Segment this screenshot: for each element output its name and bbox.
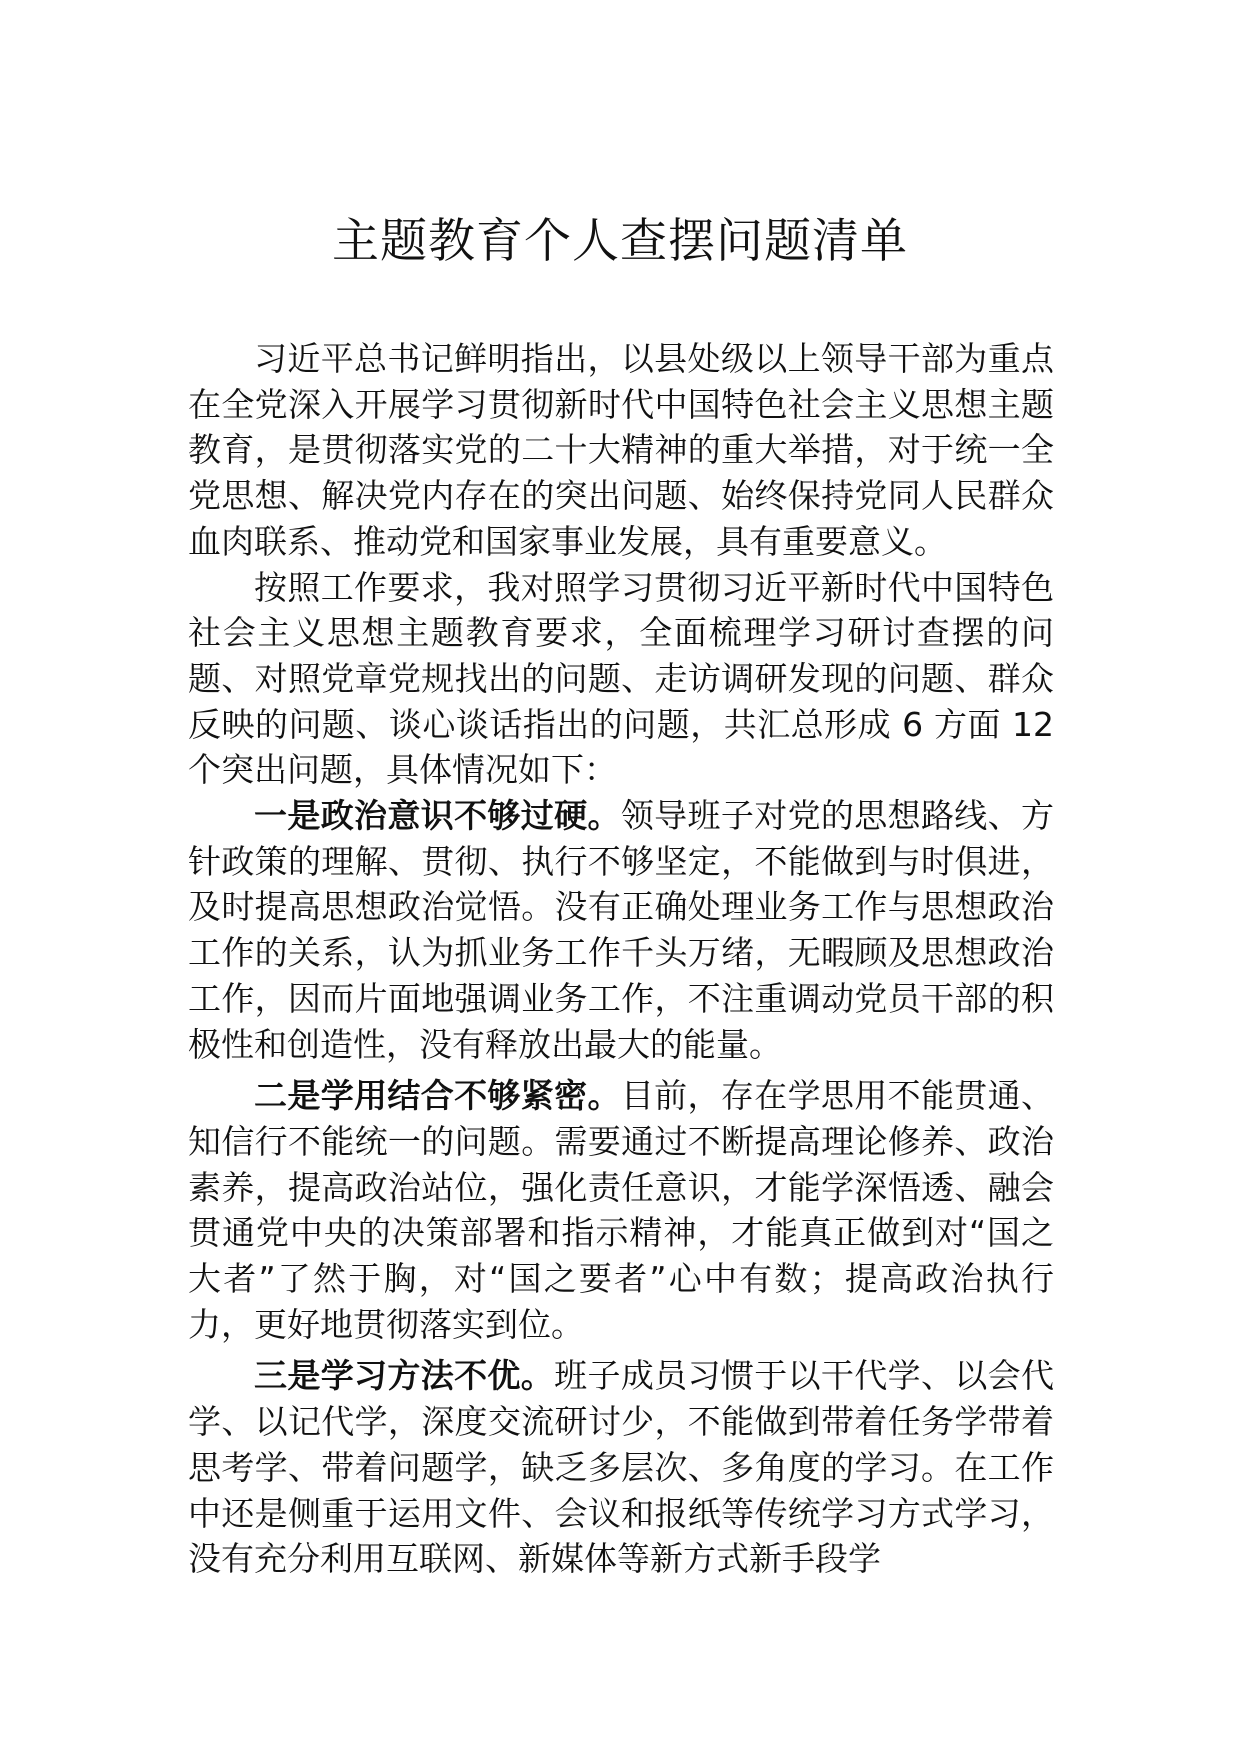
page-title: 主题教育个人查摆问题清单: [332, 214, 908, 269]
paragraph-text: 目前，存在学思用不能贯通、知信行不能统一的问题。需要通过不断提高理论修养、政治素养，提高政治站位，强化责任意识，才能学深悟透、融会贯通党中央的决策部署和指示精神，才能真正做到对“国之大者”了然于胸，对“国之要者”心中有数；提高政治执行力，更好地贯彻落实到位。: [188, 1076, 1055, 1344]
issue-heading: 一是政治意识不够过硬。: [254, 796, 621, 836]
paragraph-requirements: [188, 565, 1054, 794]
paragraph-intro: [188, 336, 1054, 565]
paragraph-text: 习近平总书记鲜明指出，以县处级以上领导干部为重点在全党深入开展学习贯彻新时代中国特色社会主义思想主题教育，是贯彻落实党的二十大精神的重大举措，对于统一全党思想、解决党内存在的突出问题、始终保持党同人民群众血肉联系、推动党和国家事业发展，具有重要意义。: [188, 339, 1054, 561]
paragraph-issue-3: [188, 1353, 1054, 1582]
paragraph-text: 领导班子对党的思想路线、方针政策的理解、贯彻、执行不够坚定，不能做到与时俱进，及时提高思想政治觉悟。没有正确处理业务工作与思想政治工作的关系，认为抓业务工作千头万绪，无暇顾及思想政治工作，因而片面地强调业务工作，不注重调动党员干部的积极性和创造性，没有释放出最大的能量。: [188, 796, 1055, 1064]
paragraph-issue-2: [188, 1073, 1054, 1347]
issue-heading: 三是学习方法不优。: [254, 1356, 555, 1396]
paragraph-text: 班子成员习惯于以干代学、以会代学、以记代学，深度交流研讨少，不能做到带着任务学带着思考学、带着问题学，缺乏多层次、多角度的学习。在工作中还是侧重于运用文件、会议和报纸等传统学习方式学习，没有充分利用互联网、新媒体等新方式新手段学: [188, 1356, 1055, 1579]
paragraph-text: 按照工作要求，我对照学习贯彻习近平新时代中国特色社会主义思想主题教育要求，全面梳理学习研讨查摆的问题、对照党章党规找出的问题、走访调研发现的问题、群众反映的问题、谈心谈话指出的问题，共汇总形成 6 方面 12 个突出问题，具体情况如下：: [188, 567, 1054, 790]
paragraph-issue-1: [188, 793, 1054, 1067]
issue-heading: 二是学用结合不够紧密。: [254, 1076, 621, 1116]
document-body: [188, 336, 1054, 1582]
